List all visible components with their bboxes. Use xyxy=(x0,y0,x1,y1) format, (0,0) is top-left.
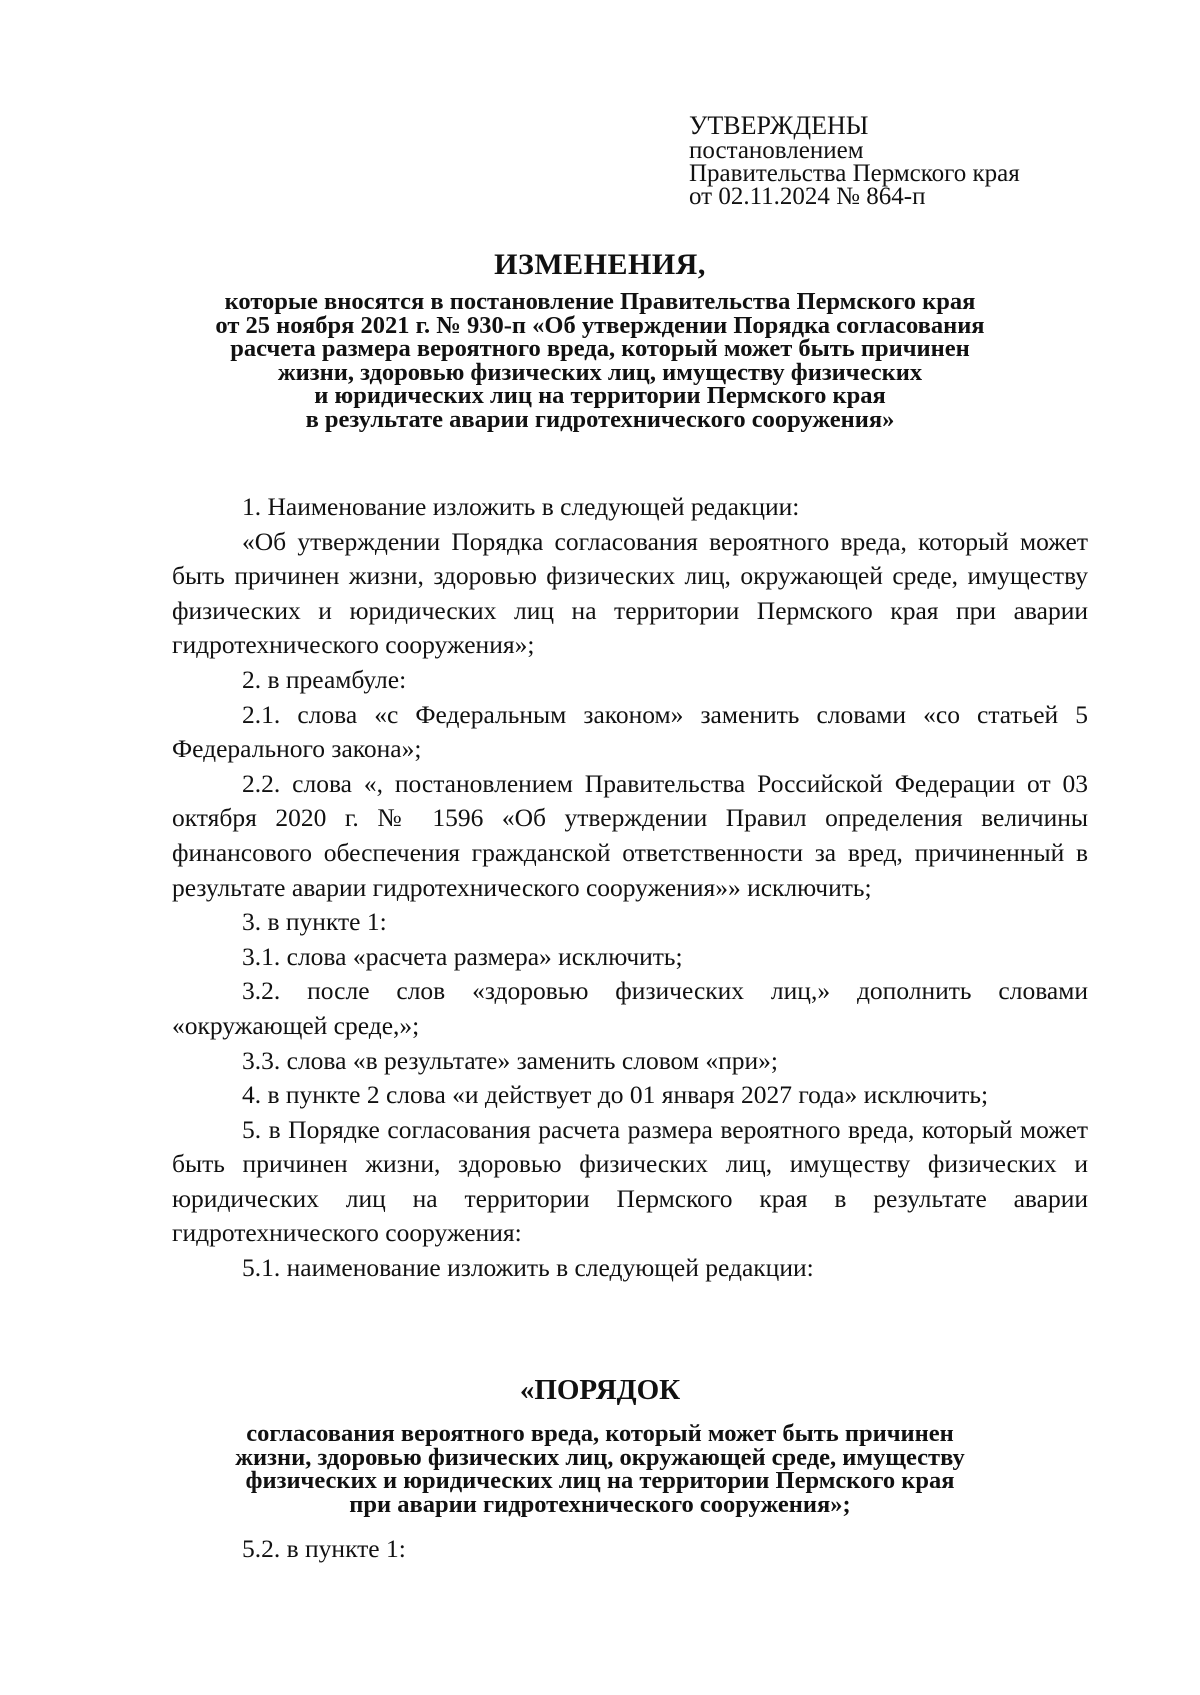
paragraph: 4. в пункте 2 слова «и действует до 01 января 2027 года» исключить; xyxy=(242,1080,989,1110)
paragraph: 3. в пункте 1: xyxy=(242,907,387,937)
subtitle-line: жизни, здоровью физических лиц, имуществу физических xyxy=(277,358,923,386)
approval-line: постановлением xyxy=(689,137,864,164)
order-subtitle xyxy=(150,1422,1050,1516)
subtitle-line: согласования вероятного вреда, который может быть причинен xyxy=(246,1420,954,1447)
paragraph: 3.1. слова «расчета размера» исключить; xyxy=(242,941,683,971)
paragraph: 5. в Порядке согласования расчета размера вероятного вреда, который может быть причинен жизни, здоровью физических лиц, имуществу физических и юридических лиц на территории Пермского края в результате аварии гидротехнического сооружения: xyxy=(172,1114,1088,1248)
paragraph: 2. в преамбуле: xyxy=(242,664,407,694)
subtitle-line: от 25 ноября 2021 г. № 930-п «Об утверждении Порядка согласования xyxy=(215,311,985,339)
subtitle-line: и юридических лиц на территории Пермского края xyxy=(314,382,886,409)
paragraph: 2.2. слова «, постановлением Правительства Российской Федерации от 03 октября 2020 г. № 1596 «Об утверждении Правил определения величины финансового обеспечения гражданской ответственности за вред, причиненный в результате аварии гидротехнического сооружения»» исключить; xyxy=(172,768,1088,902)
approval-line: от 02.11.2024 № 864-п xyxy=(689,183,926,210)
subtitle-line: в результате аварии гидротехнического сооружения» xyxy=(305,405,895,433)
subtitle-line: которые вносятся в постановление Правительства Пермского края xyxy=(224,288,976,315)
paragraph: 5.1. наименование изложить в следующей редакции: xyxy=(242,1253,814,1283)
order-title: «ПОРЯДОК xyxy=(519,1374,681,1406)
document-body-continued xyxy=(172,1532,1088,1567)
paragraph: 1. Наименование изложить в следующей редакции: xyxy=(242,492,800,521)
document-title: ИЗМЕНЕНИЯ, xyxy=(494,248,706,281)
approval-line: Правительства Пермского края xyxy=(689,160,1020,187)
approval-title: УТВЕРЖДЕНЫ xyxy=(689,111,869,140)
document-body xyxy=(172,490,1088,1286)
approval-stamp xyxy=(689,112,1020,208)
subtitle-line: расчета размера вероятного вреда, который может быть причинен xyxy=(230,335,970,362)
subtitle-line: физических и юридических лиц на территории Пермского края xyxy=(245,1467,955,1494)
subtitle-line: при аварии гидротехнического сооружения»; xyxy=(349,1490,851,1518)
paragraph: 2.1. слова «с Федеральным законом» заменить словами «со статьей 5 Федерального закона»; xyxy=(172,699,1088,764)
paragraph: 3.3. слова «в результате» заменить словом «при»; xyxy=(242,1045,778,1075)
paragraph: 3.2. после слов «здоровью физических лиц,» дополнить словами «окружающей среде,»; xyxy=(172,976,1088,1040)
paragraph: 5.2. в пункте 1: xyxy=(242,1534,406,1563)
paragraph: «Об утверждении Порядка согласования вероятного вреда, который может быть причинен жизни, здоровью физических лиц, окружающей среде, имуществу физических и юридических лиц на территории Пермского края при аварии гидротехнического сооружения»; xyxy=(172,526,1088,660)
subtitle-line: жизни, здоровью физических лиц, окружающей среде, имуществу xyxy=(235,1443,965,1471)
document-subtitle xyxy=(150,290,1050,431)
